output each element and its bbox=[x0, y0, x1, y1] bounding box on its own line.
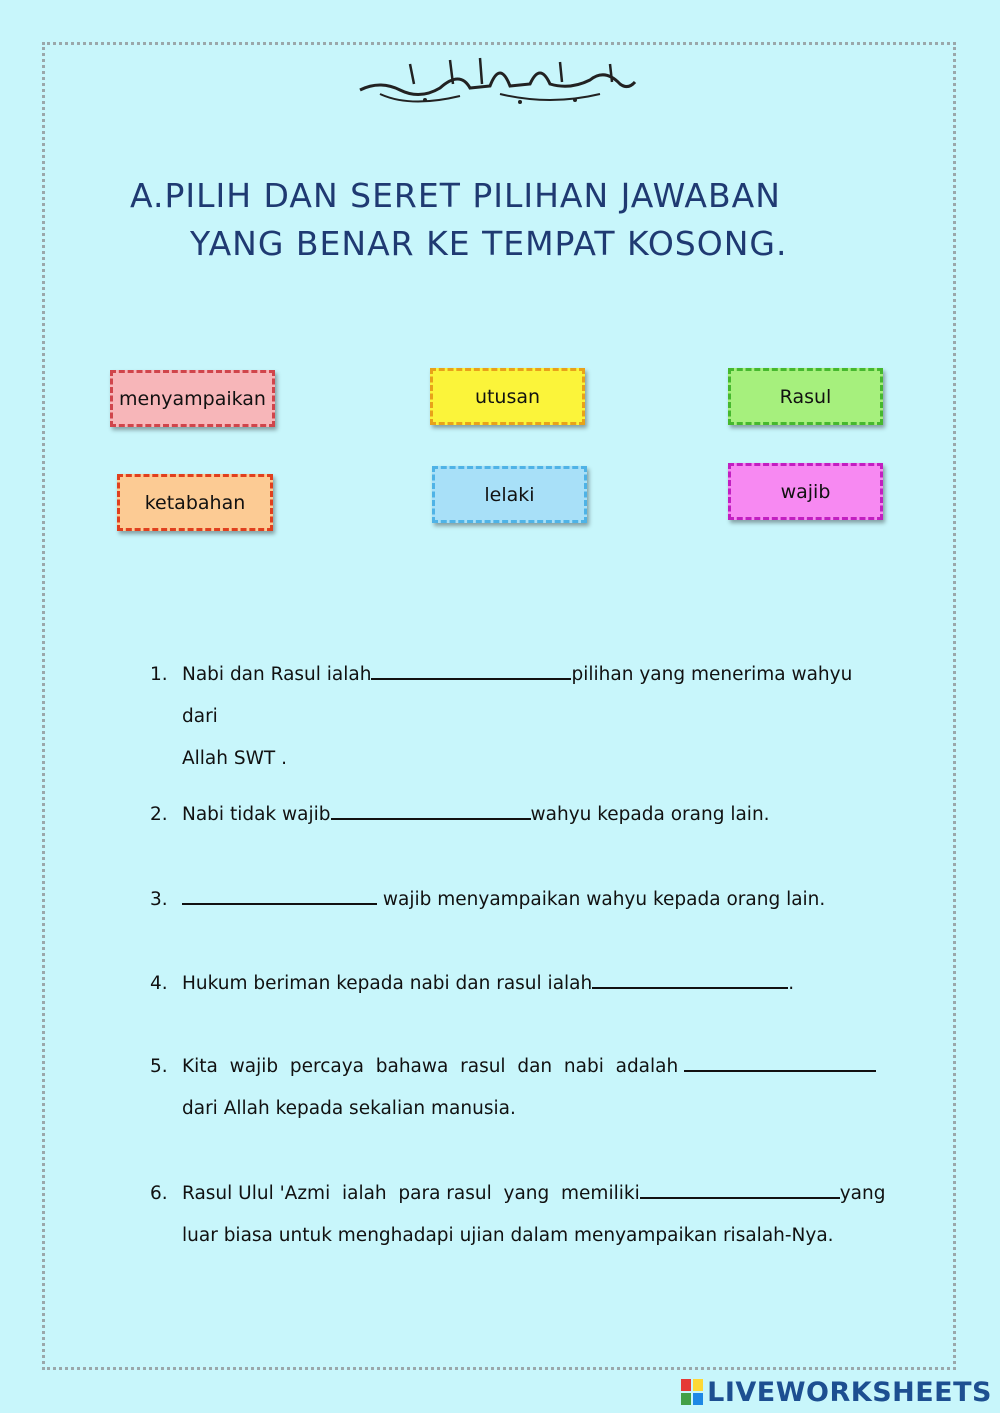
choice-ketabahan[interactable]: ketabahan bbox=[117, 474, 273, 531]
question-5 bbox=[150, 1046, 890, 1130]
choice-menyampaikan[interactable]: menyampaikan bbox=[110, 370, 275, 427]
question-2 bbox=[150, 794, 890, 836]
question-text: luar biasa untuk menghadapi ujian dalam menyampaikan risalah-Nya. bbox=[182, 1225, 834, 1246]
choice-utusan[interactable]: utusan bbox=[430, 368, 585, 425]
question-text: wahyu kepada orang lain. bbox=[530, 804, 770, 825]
question-3 bbox=[150, 879, 890, 921]
question-number: 4. bbox=[150, 973, 168, 994]
question-text: Nabi dan Rasul ialah bbox=[182, 664, 372, 685]
title-line-2: YANG BENAR KE TEMPAT KOSONG. bbox=[190, 224, 788, 263]
question-6 bbox=[150, 1173, 890, 1257]
question-text: dari Allah kepada sekalian manusia. bbox=[182, 1098, 516, 1119]
question-text: Rasul Ulul 'Azmi ialah para rasul yang memiliki bbox=[182, 1183, 640, 1204]
choice-lelaki[interactable]: lelaki bbox=[432, 466, 587, 523]
liveworksheets-icon bbox=[681, 1379, 703, 1405]
question-number: 3. bbox=[150, 889, 168, 910]
answer-blank-4[interactable] bbox=[592, 963, 788, 989]
question-1 bbox=[150, 654, 890, 780]
question-4 bbox=[150, 963, 890, 1005]
question-number: 2. bbox=[150, 804, 168, 825]
question-text: Nabi tidak wajib bbox=[182, 804, 331, 825]
answer-blank-3[interactable] bbox=[182, 879, 377, 905]
liveworksheets-logo[interactable] bbox=[681, 1377, 992, 1407]
question-text: wajib menyampaikan wahyu kepada orang lain. bbox=[377, 889, 826, 910]
answer-blank-2[interactable] bbox=[331, 794, 531, 820]
choice-rasul[interactable]: Rasul bbox=[728, 368, 883, 425]
question-number: 5. bbox=[150, 1056, 168, 1077]
brand-name: LIVEWORKSHEETS bbox=[707, 1376, 992, 1408]
answer-blank-1[interactable] bbox=[371, 654, 571, 680]
question-text: pilihan yang menerima wahyu dari bbox=[182, 664, 853, 727]
question-text: Allah SWT . bbox=[182, 748, 287, 769]
choice-wajib[interactable]: wajib bbox=[728, 463, 883, 520]
question-text: Hukum beriman kepada nabi dan rasul ialah bbox=[182, 973, 593, 994]
question-text: Kita wajib percaya bahawa rasul dan nabi adalah bbox=[182, 1056, 685, 1077]
answer-blank-5[interactable] bbox=[684, 1046, 876, 1072]
question-number: 1. bbox=[150, 664, 168, 685]
question-text: . bbox=[788, 973, 795, 994]
bismillah-calligraphy bbox=[350, 50, 640, 110]
question-text: yang bbox=[839, 1183, 886, 1204]
instruction-title bbox=[130, 172, 890, 268]
answer-blank-6[interactable] bbox=[640, 1173, 840, 1199]
title-line-1: A.PILIH DAN SERET PILIHAN JAWABAN bbox=[130, 176, 781, 215]
question-number: 6. bbox=[150, 1183, 168, 1204]
